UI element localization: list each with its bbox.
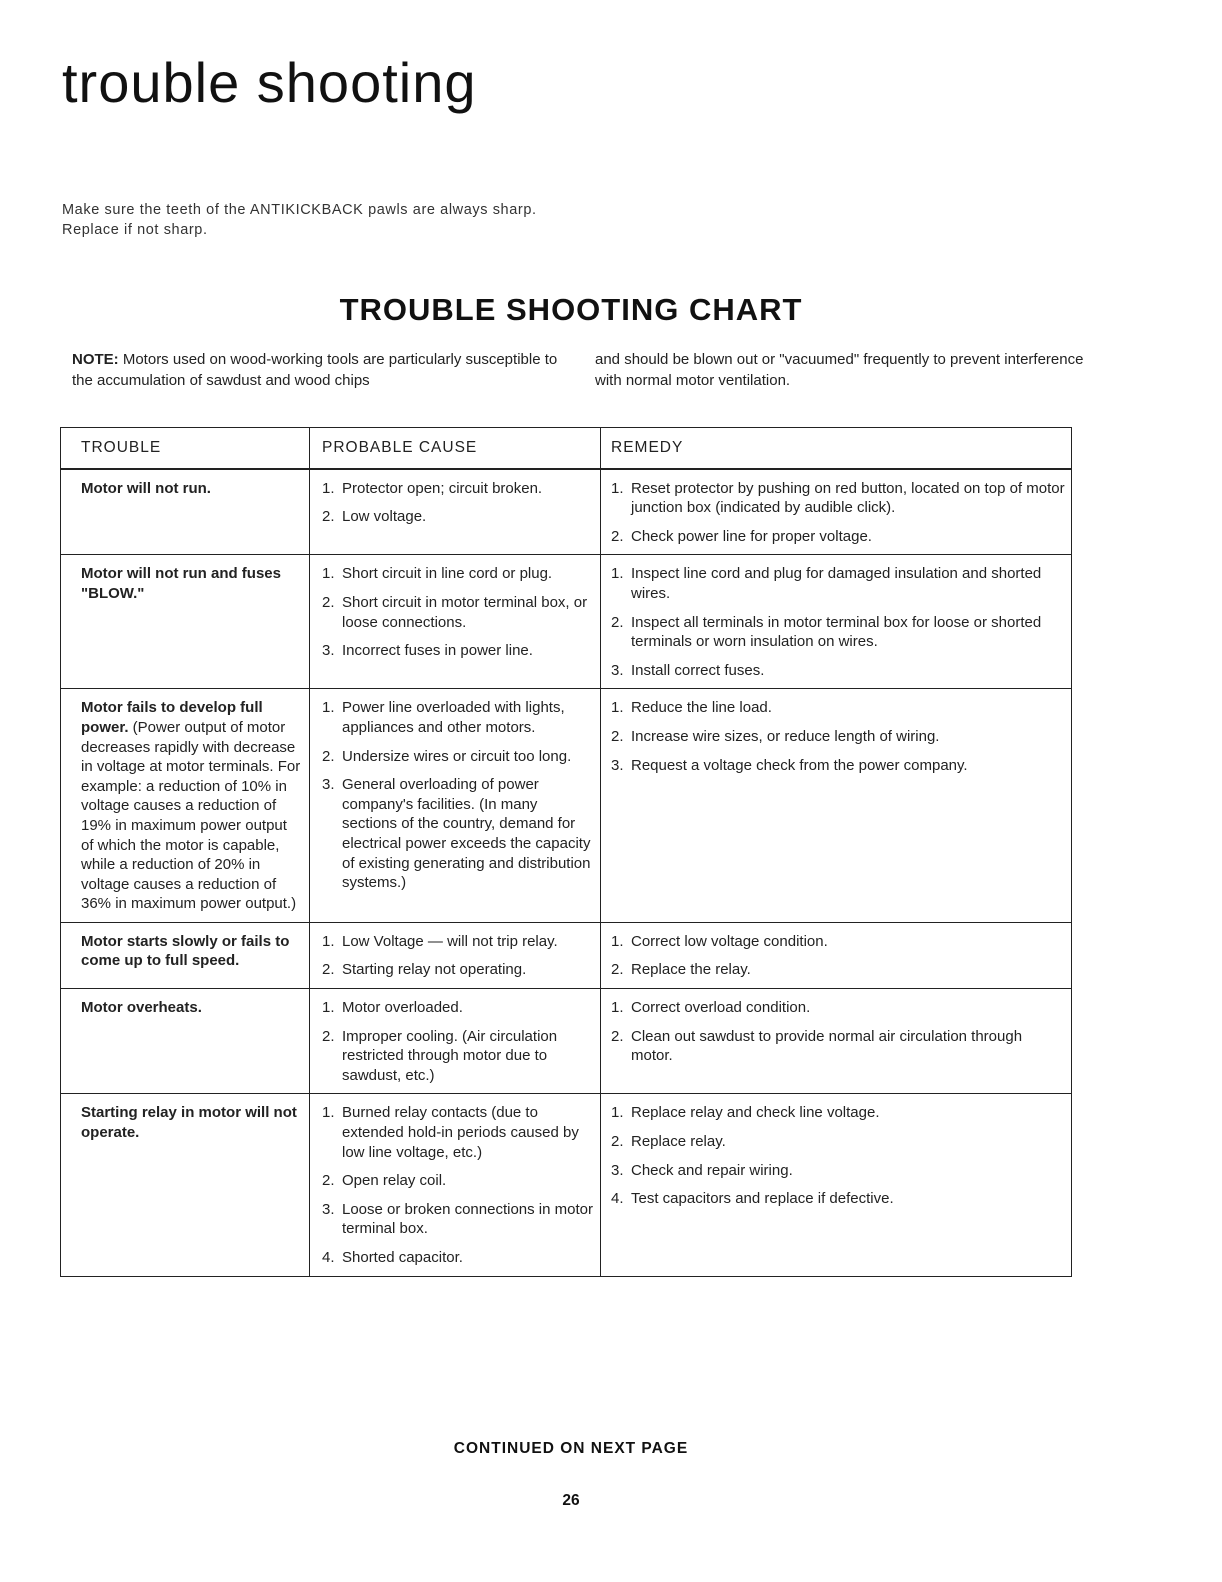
remedy-item xyxy=(611,1027,1065,1066)
note-left-text: Motors used on wood-working tools are particularly susceptible to the accumulation of sawdust and wood chips xyxy=(72,351,558,389)
remedy-item xyxy=(611,698,1065,718)
trouble-cell xyxy=(61,1094,310,1276)
item-number: 4. xyxy=(322,1249,335,1266)
cause-item xyxy=(322,932,594,952)
remedy-cell xyxy=(601,922,1072,988)
cause-cell xyxy=(310,989,601,1094)
item-number: 1. xyxy=(322,932,335,950)
cause-text: Improper cooling. (Air circulation restricted through motor due to sawdust, etc.) xyxy=(342,1027,558,1084)
cause-item xyxy=(322,960,594,980)
cause-cell xyxy=(310,555,601,689)
remedy-text: Install correct fuses. xyxy=(631,661,765,679)
item-number: 2. xyxy=(611,961,624,979)
remedy-text: Check power line for proper voltage. xyxy=(631,527,872,545)
cause-item xyxy=(322,507,594,527)
trouble-title: Motor will not run and fuses "BLOW." xyxy=(81,565,281,602)
remedy-text: Correct overload condition. xyxy=(631,999,811,1017)
item-number: 2. xyxy=(322,1027,335,1045)
remedy-item xyxy=(611,756,1065,776)
cause-item xyxy=(322,641,594,661)
cause-item xyxy=(322,1027,594,1086)
trouble-title: Starting relay in motor will not operate. xyxy=(81,1104,297,1142)
remedy-item xyxy=(611,564,1065,603)
remedy-text: Reduce the line load. xyxy=(631,699,772,717)
page-number: 26 xyxy=(562,1492,580,1509)
remedy-item xyxy=(611,613,1065,652)
trouble-cell xyxy=(61,555,310,689)
remedy-text: Clean out sawdust to provide normal air circulation through motor. xyxy=(631,1027,1023,1065)
cause-text: Shorted capacitor. xyxy=(342,1249,463,1266)
page-title: trouble shooting xyxy=(62,51,477,114)
table-row xyxy=(61,689,1072,923)
remedy-item xyxy=(611,527,1065,547)
remedy-text: Correct low voltage condition. xyxy=(631,932,828,950)
item-number: 1. xyxy=(322,479,335,497)
cause-text: Short circuit in motor terminal box, or loose connections. xyxy=(342,593,588,631)
trouble-cell xyxy=(61,989,310,1094)
cause-item xyxy=(322,1248,594,1268)
table-row xyxy=(61,989,1072,1094)
table-row xyxy=(61,469,1072,555)
trouble-cell xyxy=(61,922,310,988)
item-number: 1. xyxy=(611,565,624,583)
item-number: 2. xyxy=(322,508,335,526)
cause-item xyxy=(322,1171,594,1191)
remedy-cell xyxy=(601,689,1072,923)
item-number: 3. xyxy=(611,661,624,679)
remedy-text: Replace relay and check line voltage. xyxy=(631,1104,880,1122)
remedy-text: Inspect line cord and plug for damaged insulation and shorted wires. xyxy=(631,565,1042,602)
remedy-item xyxy=(611,727,1065,747)
remedy-text: Test capacitors and replace if defective. xyxy=(631,1190,894,1208)
remedy-text: Inspect all terminals in motor terminal box for loose or shorted terminals or worn insulation on wires. xyxy=(631,613,1042,651)
item-number: 2. xyxy=(611,1133,624,1151)
cause-text: Short circuit in line cord or plug. xyxy=(342,565,553,583)
item-number: 3. xyxy=(611,756,624,774)
remedy-cell xyxy=(601,555,1072,689)
cause-text: Motor overloaded. xyxy=(342,999,463,1017)
cause-cell xyxy=(310,689,601,923)
trouble-cell xyxy=(61,469,310,555)
item-number: 3. xyxy=(322,776,335,794)
trouble-detail: (Power output of motor decreases rapidly with decrease in voltage at motor terminals. For example: a reduction of 10% in voltage causes a reduction of 19% in maximum power output of which the motor is capable, while a reduction of 20% in voltage causes a reduction of 36% in maximum power output.) xyxy=(81,718,301,913)
remedy-text: Reset protector by pushing on red button, located on top of motor junction box (indicated by audible click). xyxy=(631,479,1065,517)
item-number: 2. xyxy=(611,727,624,745)
cause-item xyxy=(322,1103,594,1162)
trouble-title: Motor will not run. xyxy=(81,479,211,497)
chart-title: TROUBLE SHOOTING CHART xyxy=(339,292,803,327)
cause-item xyxy=(322,747,594,767)
cause-text: General overloading of power company's facilities. (In many sections of the country, demand for electrical power exceeds the capacity of existing generating and distribution systems.) xyxy=(342,776,591,892)
cause-item xyxy=(322,998,594,1018)
item-number: 2. xyxy=(611,613,624,631)
table-body xyxy=(61,469,1072,1277)
remedy-text: Check and repair wiring. xyxy=(631,1161,793,1179)
trouble-cell xyxy=(61,689,310,923)
remedy-item xyxy=(611,1161,1065,1181)
table-row xyxy=(61,1094,1072,1276)
item-number: 1. xyxy=(322,1104,335,1122)
table-header-row xyxy=(61,428,1072,469)
item-number: 2. xyxy=(322,747,335,765)
note-right: and should be blown out or "vacuumed" frequently to prevent interference with normal motor ventilation. xyxy=(595,351,1084,389)
remedy-cell xyxy=(601,1094,1072,1276)
item-number: 1. xyxy=(611,699,624,717)
cause-text: Low voltage. xyxy=(342,508,427,526)
item-number: 1. xyxy=(611,479,624,497)
table-row xyxy=(61,555,1072,689)
cause-cell xyxy=(310,1094,601,1276)
item-number: 3. xyxy=(611,1161,624,1179)
remedy-item xyxy=(611,1132,1065,1152)
remedy-cell xyxy=(601,989,1072,1094)
continued-note: CONTINUED ON NEXT PAGE xyxy=(453,1440,689,1457)
item-number: 3. xyxy=(322,1200,335,1218)
item-number: 1. xyxy=(611,932,624,950)
item-number: 2. xyxy=(322,1172,335,1190)
note-label: NOTE: xyxy=(72,351,119,368)
item-number: 1. xyxy=(611,1104,624,1122)
cause-cell xyxy=(310,469,601,555)
trouble-title: Motor overheats. xyxy=(81,999,202,1017)
item-number: 4. xyxy=(611,1190,624,1208)
remedy-cell xyxy=(601,469,1072,555)
cause-text: Low Voltage — will not trip relay. xyxy=(342,932,558,950)
remedy-item xyxy=(611,998,1065,1018)
cause-text: Open relay coil. xyxy=(342,1172,447,1190)
cause-text: Incorrect fuses in power line. xyxy=(342,642,533,660)
header-probable-cause: PROBABLE CAUSE xyxy=(310,428,601,469)
remedy-item xyxy=(611,960,1065,980)
item-number: 1. xyxy=(322,999,335,1017)
remedy-item xyxy=(611,479,1065,518)
item-number: 1. xyxy=(322,699,335,717)
header-remedy: REMEDY xyxy=(601,428,1072,469)
remedy-item xyxy=(611,1189,1065,1209)
cause-text: Burned relay contacts (due to extended hold-in periods caused by low line voltage, etc.) xyxy=(342,1104,579,1161)
cause-text: Power line overloaded with lights, appliances and other motors. xyxy=(342,699,565,736)
cause-item xyxy=(322,479,594,499)
remedy-item xyxy=(611,661,1065,681)
intro-text: Make sure the teeth of the ANTIKICKBACK pawls are always sharp. Replace if not sharp. xyxy=(62,202,537,238)
remedy-text: Increase wire sizes, or reduce length of wiring. xyxy=(631,727,940,745)
item-number: 1. xyxy=(611,999,624,1017)
cause-text: Starting relay not operating. xyxy=(342,961,527,979)
header-trouble: TROUBLE xyxy=(61,428,310,469)
remedy-text: Replace relay. xyxy=(631,1133,726,1151)
cause-cell xyxy=(310,922,601,988)
remedy-item xyxy=(611,932,1065,952)
cause-item xyxy=(322,564,594,584)
remedy-text: Request a voltage check from the power company. xyxy=(631,756,968,774)
cause-text: Undersize wires or circuit too long. xyxy=(342,747,572,765)
trouble-title: Motor starts slowly or fails to come up to full speed. xyxy=(81,932,290,970)
cause-item xyxy=(322,775,594,893)
cause-text: Protector open; circuit broken. xyxy=(342,479,543,497)
cause-item xyxy=(322,698,594,737)
item-number: 2. xyxy=(611,527,624,545)
table-row xyxy=(61,922,1072,988)
remedy-text: Replace the relay. xyxy=(631,961,751,979)
note-left xyxy=(72,349,562,391)
item-number: 3. xyxy=(322,642,335,660)
item-number: 2. xyxy=(322,961,335,979)
remedy-item xyxy=(611,1103,1065,1123)
item-number: 2. xyxy=(322,593,335,611)
trouble-title: Motor fails to develop full power. xyxy=(81,699,263,736)
item-number: 2. xyxy=(611,1027,624,1045)
cause-item xyxy=(322,1200,594,1239)
trouble-shooting-table xyxy=(60,427,1072,1277)
cause-text: Loose or broken connections in motor terminal box. xyxy=(342,1200,593,1238)
cause-item xyxy=(322,593,594,632)
item-number: 1. xyxy=(322,565,335,583)
